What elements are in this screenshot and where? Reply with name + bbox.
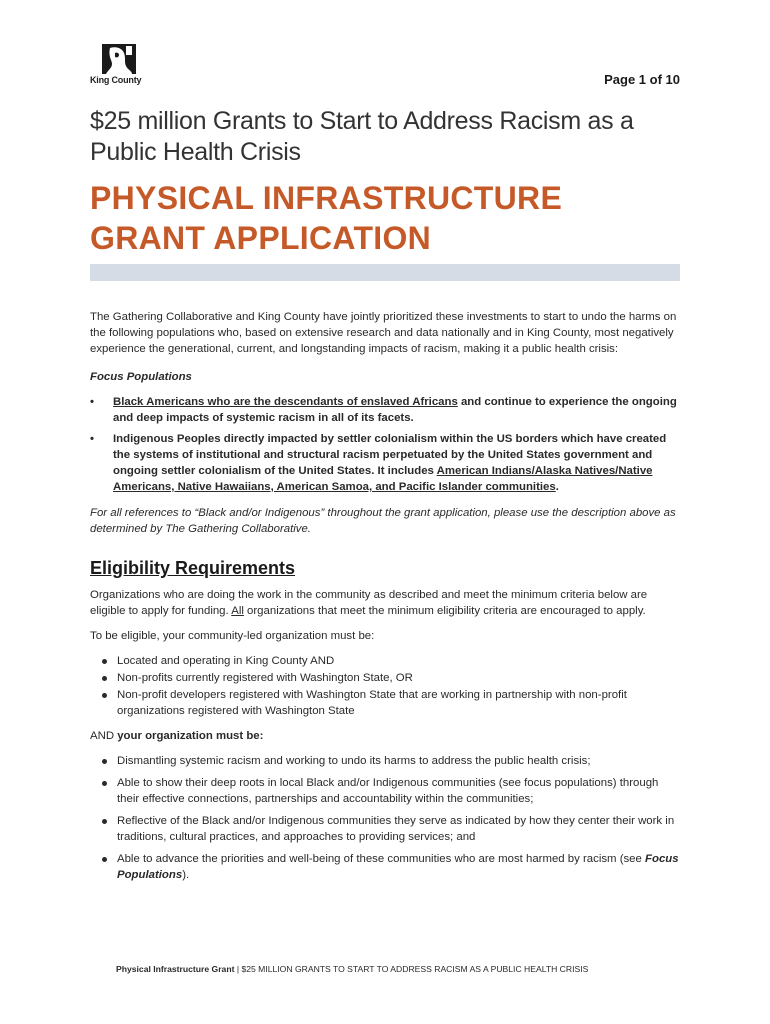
last-item-start: Able to advance the priorities and well-being of these communities who are most harmed by racism (see [117,853,646,865]
footer-text: | $25 MILLION GRANTS TO START TO ADDRESS RACISM AS A PUBLIC HEALTH CRISIS [234,964,589,974]
eligibility-paragraph-1 [90,587,682,619]
eligibility-paragraph-1-start: Organizations who are doing the work in the community as described and meet the minimum criteria below are eligible to apply for funding. [90,589,648,617]
focus-populations-heading: Focus Populations [90,371,192,383]
eligibility-and-line [90,728,682,744]
focus-note: For all references to “Black and/or Indigenous” throughout the grant application, please use the description above as determined by The Gathering Collaborative. [90,507,676,535]
list-item: Non-profits currently registered with Washington State, OR [90,670,682,686]
last-item-end: ). [182,869,190,881]
focus-item-2-end: . [555,481,559,493]
title-line-1: PHYSICAL INFRASTRUCTURE [90,180,563,216]
and-bold-text: your organization must be: [117,730,264,742]
document-title [90,178,690,258]
logo-text: King County [90,75,142,85]
focus-item-1-underlined: Black Americans who are the descendants of enslaved Africans [113,396,458,408]
king-county-logo [90,44,148,88]
focus-item-2-text: Indigenous Peoples directly impacted by settler colonialism within the US borders which have created the systems of institutional and structural racism perpetuated by the United States government and ongoing settler colonialism of the United States. It includes [113,433,667,477]
document-body [90,309,682,892]
focus-item-2-underlined: American Indians/Alaska Natives/Native Americans, Native Hawaiians, American Samoa, and Pacific Islander communities [113,465,653,493]
list-item [90,394,682,426]
and-text: AND [90,730,118,742]
focus-item-1-rest: and continue to experience the ongoing and deep impacts of systemic racism in all of its facets. [113,396,677,424]
last-item-bold: Focus Populations [117,853,679,881]
list-item [90,431,682,495]
list-item [90,851,682,883]
document-subtitle: $25 million Grants to Start to Address Racism as a Public Health Crisis [90,107,634,166]
eligibility-paragraph-1-end: organizations that meet the minimum eligibility criteria are encouraged to apply. [243,605,646,617]
list-item: Dismantling systemic racism and working to undo its harms to address the public health crisis; [90,753,682,769]
page-footer [116,964,588,974]
title-divider-bar [90,264,680,281]
eligibility-heading: Eligibility Requirements [90,558,296,578]
eligibility-list-1 [90,653,682,719]
focus-populations-list [90,394,682,495]
page-number: Page 1 of 10 [604,72,680,87]
title-line-2: GRANT APPLICATION [90,220,432,256]
king-county-logo-icon [102,44,136,74]
list-item: Located and operating in King County AND [90,653,682,669]
eligibility-all-underlined: All [231,605,244,617]
footer-bold: Physical Infrastructure Grant [116,964,235,974]
list-item: Reflective of the Black and/or Indigenous communities they serve as indicated by how they center their work in traditions, cultural practices, and approaches to providing services; and [90,813,682,845]
intro-paragraph: The Gathering Collaborative and King County have jointly prioritized these investments to start to undo the harms on the following populations who, based on extensive research and data nationally and in King County, most negatively experience the generational, current, and longstanding impacts of racism, making it a public health crisis: [90,311,677,355]
list-item: Non-profit developers registered with Washington State that are working in partnership with non-profit organizations registered with Washington State [90,687,682,719]
eligibility-paragraph-2: To be eligible, your community-led organization must be: [90,630,375,642]
list-item: Able to show their deep roots in local Black and/or Indigenous communities (see focus populations) through their effective connections, partnerships and accountability within the communities; [90,775,682,807]
eligibility-list-2 [90,753,682,883]
